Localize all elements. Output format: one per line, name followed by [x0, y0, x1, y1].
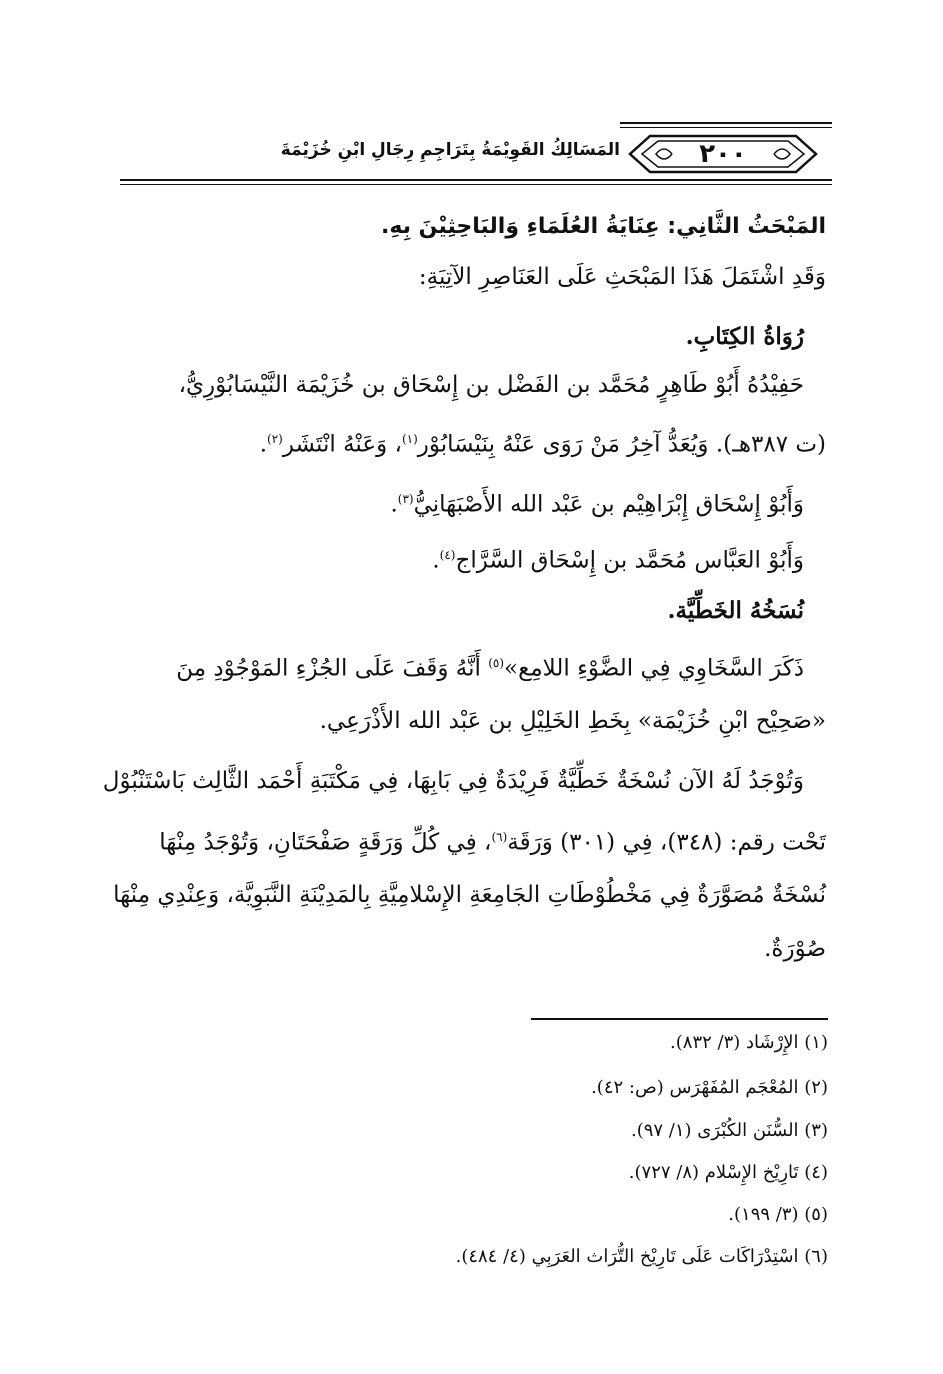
footnote-ref-6: (٦) [491, 830, 508, 844]
page-number-badge [628, 132, 818, 176]
header-bottom-rule-thin [120, 184, 832, 185]
narrator-3-text: وَأَبُوْ العَبَّاس مُحَمَّد بن إِسْحَاق السَّرَّاج [455, 547, 804, 574]
para-2-text-a: تَحْت رقم: (٣٤٨)، فِي (٣٠١) وَرَقَة [507, 829, 826, 856]
footnote-5: (٥) (٣/ ١٩٩). [728, 1204, 828, 1225]
narrator-2 [390, 484, 826, 520]
narrator-1-line-1: حَفِيْدُهُ أَبُوْ طَاهِرٍ مُحَمَّد بن الفَضْل بن إِسْحَاق بن خُزَيْمَة النَّيْسَابُوْرِيُّ، [178, 372, 804, 398]
narrator-2-end: . [390, 491, 398, 518]
header-top-rule-thin [620, 127, 832, 128]
footnote-2: (٢) المُعْجَم المُفَهْرَس (ص: ٤٢). [591, 1077, 828, 1098]
footnote-3: (٣) السُّنَن الكُبْرَى (١/ ٩٧). [630, 1120, 828, 1141]
footnote-6: (٦) اسْتِدْرَاكَات عَلَى تَارِيْخ التُّرَاث العَرَبِي (٤/ ٤٨٤). [455, 1246, 828, 1267]
footnote-ref-3: (٣) [397, 492, 414, 506]
footnote-ref-2: (٢) [267, 432, 283, 446]
narrator-1-text-c: . [259, 431, 268, 458]
paragraph-1-line-1 [176, 648, 826, 684]
narrator-3 [432, 540, 826, 576]
para-1-text-b: أَنَّهُ وَقَفَ عَلَى الجُزْءِ المَوْجُوْدِ مِنَ [176, 655, 489, 682]
subheading-narrators: رُوَاةُ الكِتَابِ. [685, 323, 804, 350]
section-heading: المَبْحَثُ الثَّانِي: عِنَايَةُ العُلَمَاءِ وَالبَاحِثِيْنَ بِهِ. [381, 214, 826, 239]
footnote-separator [531, 1018, 828, 1020]
narrator-1-line-2 [260, 424, 826, 460]
narrator-2-text: وَأَبُوْ إِسْحَاق إِبْرَاهِيْم بن عَبْد الله الأَصْبَهَانِيُّ [413, 491, 804, 518]
footnote-4: (٤) تَارِيْخ الإِسْلام (٨/ ٧٢٧). [628, 1162, 828, 1183]
footnote-ref-4: (٤) [439, 548, 456, 562]
footnote-1: (١) الإِرْشَاد (٣/ ٨٣٢). [670, 1032, 828, 1053]
paragraph-2-line-4: صُوْرَةٌ. [764, 936, 826, 962]
header-bottom-rule [120, 179, 832, 181]
narrator-1-text-a: (ت ٣٨٧هـ). وَيُعَدُّ آخِرُ مَنْ رَوَى عَنْهُ بِنَيْسَابُوْر [417, 431, 826, 458]
narrator-1-text-b: ، وَعَنْهُ انْتَشَر [282, 431, 402, 458]
para-2-text-b: ، فِي كُلِّ وَرَقَةٍ صَفْحَتَانِ، وَتُوْجَدُ مِنْهَا [159, 829, 492, 856]
intro-line: وَقَدِ اشْتَمَلَ هَذَا المَبْحَثِ عَلَى العَنَاصِرِ الآتِيَةِ: [418, 264, 826, 290]
page-number: ٢٠٠ [699, 139, 747, 169]
narrator-3-end: . [432, 547, 440, 574]
subheading-manuscripts: نُسَخُهُ الخَطِّيَّة. [667, 597, 804, 624]
footnote-ref-1: (١) [401, 432, 418, 446]
paragraph-1-line-2: «صَحِيْح ابْنِ خُزَيْمَة» بِخَطِ الخَلِيْلِ بن عَبْد الله الأَذْرَعِي. [319, 708, 826, 734]
footnote-ref-5: (٥) [488, 656, 505, 670]
header-top-rule [620, 122, 832, 124]
para-1-text-a: ذَكَرَ السَّخَاوِي فِي الضَّوْءِ اللامِع» [504, 655, 804, 682]
paragraph-2-line-3: نُسْخَةٌ مُصَوَّرَةٌ فِي مَخْطُوْطَاتِ الجَامِعَةِ الإِسْلامِيَّةِ بِالمَدِيْنَةِ النَّبَوِيَّة، وَعِنْدِي مِنْهَا [113, 882, 826, 908]
paragraph-2-line-1: وَتُوْجَدُ لَهُ الآن نُسْخَةٌ خَطِّيَّةٌ فَرِيْدَةٌ فِي بَابِهَا، فِي مَكْتَبَةِ أَحْمَد الثَّالِث بَاسْتَنْبُوْل [102, 768, 804, 794]
page-header [120, 118, 832, 188]
paragraph-2-line-2 [159, 822, 826, 858]
running-title: المَسَالِكُ القَوِيْمَةُ بِتَرَاجِمِ رِجَالِ ابْنِ خُزَيْمَةَ [280, 140, 620, 160]
